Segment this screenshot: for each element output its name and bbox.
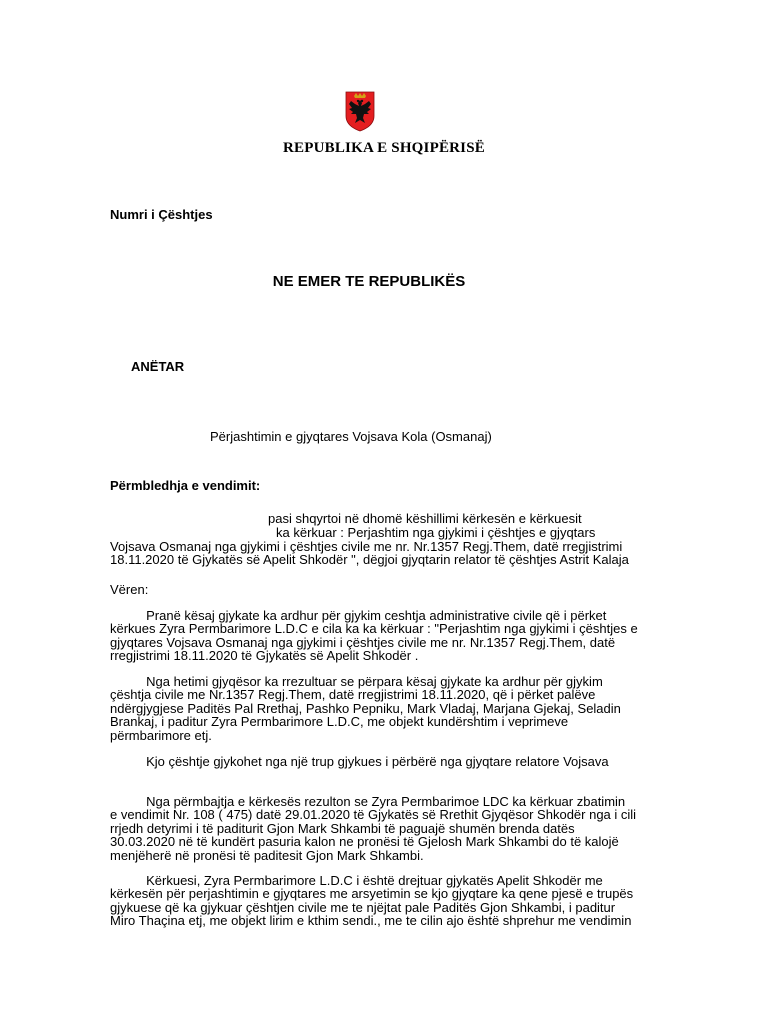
paragraph-line: Miro Thaçina etj, me objekt lirim e kthim sendi., me te cilin ajo është shprehur me vendimin bbox=[110, 913, 632, 929]
paragraph-2 bbox=[110, 675, 650, 742]
intro-line-4: 18.11.2020 të Gjykatës së Apelit Shkodër ", dëgjoi gjyqtarin relator të çështjes Astrit Kalaja bbox=[110, 552, 629, 568]
paragraph-line: Brankaj, i paditur Zyra Permbarimore L.D.C, me objekt kundërshtim i veprimeve bbox=[110, 714, 569, 730]
case-number-label: Numri i Çështjes bbox=[110, 207, 213, 222]
member-label: ANËTAR bbox=[131, 359, 185, 374]
veren-label: Vëren: bbox=[110, 582, 149, 597]
republic-title-text: REPUBLIKA E SHQIPËRISË bbox=[283, 140, 485, 156]
paragraph-3 bbox=[110, 755, 650, 768]
republic-title bbox=[0, 140, 768, 157]
intro-line-3: Vojsava Osmanaj nga gjykimi i çështjes civile me nr. Nr.1357 Regj.Them, datë rregjistrimi bbox=[110, 539, 623, 554]
paragraph-line: Nga përmbajtja e kërkesës rezulton se Zyra Permbarimoe LDC ka kërkuar zbatimin bbox=[110, 794, 626, 809]
paragraph-1 bbox=[110, 609, 650, 663]
paragraph-4 bbox=[110, 795, 650, 862]
paragraph-line: Kërkuesi, Zyra Permbarimore L.D.C i është drejtuar gjykatës Apelit Shkodër me bbox=[110, 873, 603, 888]
paragraph-line: përmbarimore etj. bbox=[110, 727, 212, 743]
intro-line-1: pasi shqyrtoi në dhomë këshillimi kërkesën e kërkuesit bbox=[268, 511, 582, 526]
intro-block bbox=[110, 540, 650, 567]
intro-line-2: ka kërkuar : Perjashtim nga gjykimi i çështjes e gjyqtars bbox=[276, 525, 596, 540]
paragraph-line: çështja civile me Nr.1357 Regj.Them, datë rregjistrimi 18.11.2020, që i përket palëve bbox=[110, 687, 596, 703]
paragraph-line: Kjo çështje gjykohet nga një trup gjykues i përbërë nga gjyqtare relatore Vojsava bbox=[110, 754, 609, 769]
subject-line: Përjashtimin e gjyqtares Vojsava Kola (Osmanaj) bbox=[210, 429, 492, 444]
paragraph-5 bbox=[110, 874, 650, 928]
summary-label: Përmbledhja e vendimit: bbox=[110, 478, 261, 493]
paragraph-line: menjëherë në pronësi të paditesit Gjon Mark Shkambi. bbox=[110, 847, 424, 863]
paragraph-line: gjyqtares Vojsava Osmanaj nga gjykimi i çështjes civile me nr. Nr.1357 Regj.Them, datë bbox=[110, 634, 616, 650]
paragraph-line: kërkues Zyra Permbarimore L.D.C e cila ka ka kërkuar : "Perjashtim nga gjykimi i çështjes e bbox=[110, 621, 638, 637]
paragraph-line: rregjistrimi 18.11.2020 të Gjykatës së Apelit Shkodër . bbox=[110, 648, 419, 664]
paragraph-line: rrjedh detyrimi i të paditurit Gjon Mark Shkambi të paguajë shumën brenda datës bbox=[110, 820, 575, 836]
paragraph-line: Pranë kësaj gjykate ka ardhur për gjykim ceshtja administrative civile që i përket bbox=[110, 608, 607, 623]
paragraph-line: 30.03.2020 në të kundërt pasuria kalon ne pronësi të Gjelosh Mark Shkambi do të kalojë bbox=[110, 834, 619, 850]
main-heading: NE EMER TE REPUBLIKËS bbox=[272, 273, 466, 290]
paragraph-line: gjykuese që ka gjykuar çështjen civile me te njëjtat pale Paditës Gjon Shkambi, i paditur bbox=[110, 899, 616, 915]
paragraph-line: kërkesën për perjashtimin e gjyqtares me arsyetimin se kjo gjyqtare ka qene pjesë e trupës bbox=[110, 886, 634, 902]
albanian-coat-of-arms-icon bbox=[343, 90, 377, 132]
paragraph-line: ndërgjygjese Paditës Pal Rrethaj, Pashko Pepniku, Mark Vladaj, Marjana Gjekaj, Seladin bbox=[110, 700, 621, 716]
paragraph-line: e vendimit Nr. 108 ( 475) datë 29.01.2020 të Gjykatës së Rrethit Gjyqësor Shkodër nga i cili bbox=[110, 807, 637, 823]
paragraph-line: Nga hetimi gjyqësor ka rrezultuar se përpara kësaj gjykate ka ardhur për gjykim bbox=[110, 674, 603, 689]
